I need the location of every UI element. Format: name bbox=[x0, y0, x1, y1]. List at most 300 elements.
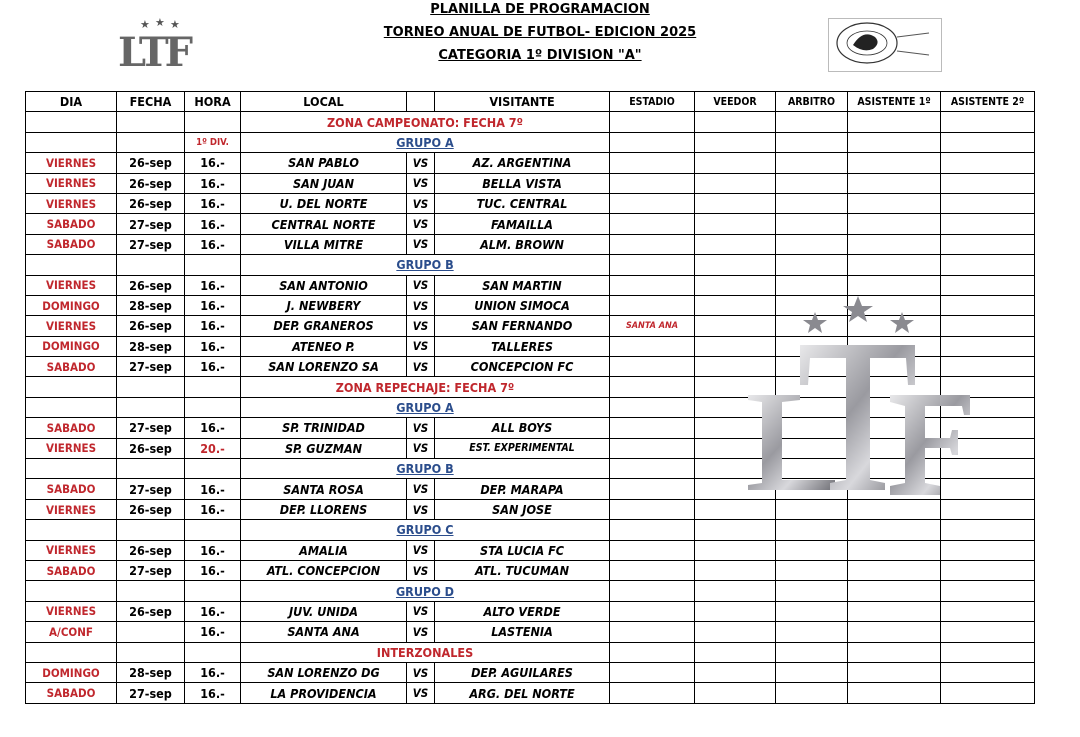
empty-cell bbox=[776, 459, 848, 479]
vs-cell: VS bbox=[407, 560, 435, 580]
arbitro-cell bbox=[776, 275, 848, 295]
day-cell: DOMINGO bbox=[26, 662, 117, 682]
ltf-logo bbox=[110, 14, 230, 74]
date-cell: 26-sep bbox=[117, 438, 185, 458]
vs-cell: VS bbox=[407, 234, 435, 254]
empty-cell bbox=[776, 377, 848, 397]
stadium-cell bbox=[610, 153, 695, 173]
asistente-1-cell bbox=[848, 295, 941, 315]
time-cell: 16.- bbox=[185, 662, 241, 682]
empty-cell bbox=[941, 112, 1035, 132]
column-header-veedor: VEEDOR bbox=[695, 92, 776, 112]
day-cell: VIERNES bbox=[26, 193, 117, 213]
asistente-1-cell bbox=[848, 438, 941, 458]
asistente-2-cell bbox=[941, 316, 1035, 336]
home-team-cell: J. NEWBERY bbox=[241, 295, 407, 315]
match-row bbox=[26, 418, 1035, 438]
division-cell: 1º DIV. bbox=[185, 132, 241, 152]
away-team-cell: STA LUCIA FC bbox=[435, 540, 610, 560]
empty-cell bbox=[695, 459, 776, 479]
empty-cell bbox=[848, 112, 941, 132]
empty-cell bbox=[610, 112, 695, 132]
stadium-cell bbox=[610, 214, 695, 234]
time-cell: 16.- bbox=[185, 214, 241, 234]
time-cell: 16.- bbox=[185, 357, 241, 377]
asistente-2-cell bbox=[941, 214, 1035, 234]
empty-cell bbox=[117, 255, 185, 275]
vs-cell: VS bbox=[407, 295, 435, 315]
day-cell: SABADO bbox=[26, 560, 117, 580]
asistente-1-cell bbox=[848, 560, 941, 580]
veedor-cell bbox=[695, 275, 776, 295]
empty-cell bbox=[848, 581, 941, 601]
svg-text:★: ★ bbox=[155, 16, 165, 29]
match-row bbox=[26, 295, 1035, 315]
asistente-2-cell bbox=[941, 601, 1035, 621]
home-team-cell: JUV. UNIDA bbox=[241, 601, 407, 621]
stadium-cell bbox=[610, 438, 695, 458]
arbitro-cell bbox=[776, 540, 848, 560]
arbitro-cell bbox=[776, 336, 848, 356]
stadium-cell bbox=[610, 275, 695, 295]
empty-cell bbox=[941, 642, 1035, 662]
empty-cell bbox=[848, 459, 941, 479]
empty-cell bbox=[610, 397, 695, 417]
section-row bbox=[26, 642, 1035, 662]
empty-cell bbox=[776, 397, 848, 417]
date-cell: 26-sep bbox=[117, 601, 185, 621]
match-row bbox=[26, 479, 1035, 499]
day-cell: SABADO bbox=[26, 683, 117, 703]
stadium-cell bbox=[610, 540, 695, 560]
asistente-2-cell bbox=[941, 234, 1035, 254]
document-title: PLANILLA DE PROGRAMACION bbox=[430, 2, 650, 17]
column-header-dia: DIA bbox=[26, 92, 117, 112]
group-title: GRUPO A bbox=[241, 132, 610, 152]
away-team-cell: SAN FERNANDO bbox=[435, 316, 610, 336]
column-header-estadio: ESTADIO bbox=[610, 92, 695, 112]
date-cell: 28-sep bbox=[117, 662, 185, 682]
empty-cell bbox=[117, 112, 185, 132]
asistente-1-cell bbox=[848, 479, 941, 499]
asistente-1-cell bbox=[848, 234, 941, 254]
category-name: CATEGORIA 1º DIVISION "A" bbox=[438, 48, 642, 63]
group-title: GRUPO C bbox=[241, 520, 610, 540]
column-header-local: LOCAL bbox=[241, 92, 407, 112]
empty-cell bbox=[185, 112, 241, 132]
match-row bbox=[26, 275, 1035, 295]
group-title: GRUPO D bbox=[241, 581, 610, 601]
empty-cell bbox=[848, 520, 941, 540]
veedor-cell bbox=[695, 479, 776, 499]
empty-cell bbox=[26, 255, 117, 275]
division-cell bbox=[185, 581, 241, 601]
empty-cell bbox=[776, 255, 848, 275]
column-header-asistente-1: ASISTENTE 1º bbox=[848, 92, 941, 112]
asistente-1-cell bbox=[848, 153, 941, 173]
empty-cell bbox=[26, 520, 117, 540]
asistente-1-cell bbox=[848, 662, 941, 682]
empty-cell bbox=[695, 112, 776, 132]
veedor-cell bbox=[695, 418, 776, 438]
stadium-cell bbox=[610, 357, 695, 377]
empty-cell bbox=[695, 255, 776, 275]
empty-cell bbox=[776, 642, 848, 662]
away-team-cell: ATL. TUCUMAN bbox=[435, 560, 610, 580]
empty-cell bbox=[848, 132, 941, 152]
asistente-1-cell bbox=[848, 622, 941, 642]
arbitro-cell bbox=[776, 560, 848, 580]
away-team-cell: DEP. MARAPA bbox=[435, 479, 610, 499]
asistente-2-cell bbox=[941, 153, 1035, 173]
time-cell: 16.- bbox=[185, 193, 241, 213]
asistente-1-cell bbox=[848, 336, 941, 356]
empty-cell bbox=[610, 642, 695, 662]
match-row bbox=[26, 662, 1035, 682]
stadium-cell bbox=[610, 479, 695, 499]
vs-cell: VS bbox=[407, 214, 435, 234]
veedor-cell bbox=[695, 234, 776, 254]
day-cell: VIERNES bbox=[26, 499, 117, 519]
date-cell: 27-sep bbox=[117, 357, 185, 377]
empty-cell bbox=[117, 377, 185, 397]
match-row bbox=[26, 357, 1035, 377]
home-team-cell: ATENEO P. bbox=[241, 336, 407, 356]
away-team-cell: FAMAILLA bbox=[435, 214, 610, 234]
stadium-cell bbox=[610, 601, 695, 621]
time-cell: 16.- bbox=[185, 683, 241, 703]
asistente-1-cell bbox=[848, 683, 941, 703]
arbitro-cell bbox=[776, 173, 848, 193]
home-team-cell: SP. TRINIDAD bbox=[241, 418, 407, 438]
document-header bbox=[0, 0, 1080, 90]
empty-cell bbox=[26, 377, 117, 397]
date-cell bbox=[117, 622, 185, 642]
away-team-cell: SAN JOSE bbox=[435, 499, 610, 519]
federation-seal-logo bbox=[828, 18, 942, 72]
group-row bbox=[26, 132, 1035, 152]
group-row bbox=[26, 255, 1035, 275]
veedor-cell bbox=[695, 295, 776, 315]
home-team-cell: SANTA ROSA bbox=[241, 479, 407, 499]
stadium-cell bbox=[610, 295, 695, 315]
date-cell: 27-sep bbox=[117, 418, 185, 438]
date-cell: 27-sep bbox=[117, 560, 185, 580]
match-row bbox=[26, 601, 1035, 621]
vs-cell: VS bbox=[407, 540, 435, 560]
svg-text:★: ★ bbox=[170, 18, 180, 31]
vs-cell: VS bbox=[407, 662, 435, 682]
day-cell: SABADO bbox=[26, 234, 117, 254]
time-cell: 16.- bbox=[185, 540, 241, 560]
away-team-cell: ALTO VERDE bbox=[435, 601, 610, 621]
away-team-cell: ARG. DEL NORTE bbox=[435, 683, 610, 703]
stadium-cell bbox=[610, 234, 695, 254]
vs-cell: VS bbox=[407, 193, 435, 213]
arbitro-cell bbox=[776, 418, 848, 438]
match-row bbox=[26, 622, 1035, 642]
stadium-cell bbox=[610, 560, 695, 580]
arbitro-cell bbox=[776, 357, 848, 377]
arbitro-cell bbox=[776, 438, 848, 458]
stadium-cell bbox=[610, 499, 695, 519]
day-cell: SABADO bbox=[26, 479, 117, 499]
veedor-cell bbox=[695, 153, 776, 173]
home-team-cell: DEP. GRANEROS bbox=[241, 316, 407, 336]
vs-cell: VS bbox=[407, 479, 435, 499]
empty-cell bbox=[695, 581, 776, 601]
division-cell bbox=[185, 255, 241, 275]
asistente-2-cell bbox=[941, 418, 1035, 438]
group-title: GRUPO B bbox=[241, 255, 610, 275]
time-cell: 16.- bbox=[185, 275, 241, 295]
empty-cell bbox=[610, 377, 695, 397]
stadium-cell bbox=[610, 173, 695, 193]
date-cell: 28-sep bbox=[117, 295, 185, 315]
vs-cell: VS bbox=[407, 357, 435, 377]
empty-cell bbox=[610, 520, 695, 540]
time-cell: 16.- bbox=[185, 316, 241, 336]
empty-cell bbox=[941, 520, 1035, 540]
empty-cell bbox=[185, 377, 241, 397]
vs-cell: VS bbox=[407, 336, 435, 356]
asistente-1-cell bbox=[848, 357, 941, 377]
vs-cell: VS bbox=[407, 622, 435, 642]
group-row bbox=[26, 459, 1035, 479]
empty-cell bbox=[610, 581, 695, 601]
day-cell: VIERNES bbox=[26, 601, 117, 621]
match-row bbox=[26, 193, 1035, 213]
date-cell: 27-sep bbox=[117, 214, 185, 234]
arbitro-cell bbox=[776, 316, 848, 336]
arbitro-cell bbox=[776, 601, 848, 621]
away-team-cell: TALLERES bbox=[435, 336, 610, 356]
asistente-2-cell bbox=[941, 438, 1035, 458]
empty-cell bbox=[941, 459, 1035, 479]
stadium-cell bbox=[610, 418, 695, 438]
day-cell: VIERNES bbox=[26, 275, 117, 295]
column-header-asistente-2: ASISTENTE 2º bbox=[941, 92, 1035, 112]
asistente-2-cell bbox=[941, 499, 1035, 519]
arbitro-cell bbox=[776, 683, 848, 703]
section-title: ZONA CAMPEONATO: FECHA 7º bbox=[241, 112, 610, 132]
time-cell: 16.- bbox=[185, 601, 241, 621]
column-header-vs bbox=[407, 92, 435, 112]
empty-cell bbox=[848, 642, 941, 662]
asistente-2-cell bbox=[941, 540, 1035, 560]
section-title: INTERZONALES bbox=[241, 642, 610, 662]
home-team-cell: LA PROVIDENCIA bbox=[241, 683, 407, 703]
empty-cell bbox=[117, 581, 185, 601]
time-cell: 16.- bbox=[185, 622, 241, 642]
veedor-cell bbox=[695, 316, 776, 336]
empty-cell bbox=[185, 642, 241, 662]
date-cell: 26-sep bbox=[117, 173, 185, 193]
asistente-2-cell bbox=[941, 336, 1035, 356]
match-row bbox=[26, 316, 1035, 336]
day-cell: DOMINGO bbox=[26, 336, 117, 356]
date-cell: 27-sep bbox=[117, 479, 185, 499]
asistente-2-cell bbox=[941, 479, 1035, 499]
empty-cell bbox=[26, 642, 117, 662]
away-team-cell: ALM. BROWN bbox=[435, 234, 610, 254]
section-row bbox=[26, 112, 1035, 132]
division-cell bbox=[185, 459, 241, 479]
division-cell bbox=[185, 397, 241, 417]
empty-cell bbox=[26, 581, 117, 601]
date-cell: 28-sep bbox=[117, 336, 185, 356]
match-row bbox=[26, 683, 1035, 703]
empty-cell bbox=[848, 377, 941, 397]
empty-cell bbox=[695, 520, 776, 540]
empty-cell bbox=[848, 397, 941, 417]
veedor-cell bbox=[695, 662, 776, 682]
asistente-2-cell bbox=[941, 662, 1035, 682]
match-row bbox=[26, 336, 1035, 356]
date-cell: 27-sep bbox=[117, 683, 185, 703]
home-team-cell: SAN LORENZO DG bbox=[241, 662, 407, 682]
match-row bbox=[26, 214, 1035, 234]
home-team-cell: SANTA ANA bbox=[241, 622, 407, 642]
day-cell: DOMINGO bbox=[26, 295, 117, 315]
date-cell: 26-sep bbox=[117, 153, 185, 173]
empty-cell bbox=[26, 112, 117, 132]
asistente-2-cell bbox=[941, 275, 1035, 295]
empty-cell bbox=[26, 132, 117, 152]
asistente-1-cell bbox=[848, 540, 941, 560]
away-team-cell: ALL BOYS bbox=[435, 418, 610, 438]
asistente-1-cell bbox=[848, 275, 941, 295]
veedor-cell bbox=[695, 560, 776, 580]
empty-cell bbox=[117, 132, 185, 152]
group-row bbox=[26, 520, 1035, 540]
veedor-cell bbox=[695, 601, 776, 621]
empty-cell bbox=[117, 642, 185, 662]
day-cell: A/CONF bbox=[26, 622, 117, 642]
arbitro-cell bbox=[776, 295, 848, 315]
date-cell: 26-sep bbox=[117, 316, 185, 336]
match-row bbox=[26, 438, 1035, 458]
vs-cell: VS bbox=[407, 153, 435, 173]
veedor-cell bbox=[695, 499, 776, 519]
empty-cell bbox=[776, 132, 848, 152]
match-row bbox=[26, 153, 1035, 173]
home-team-cell: CENTRAL NORTE bbox=[241, 214, 407, 234]
date-cell: 26-sep bbox=[117, 540, 185, 560]
arbitro-cell bbox=[776, 153, 848, 173]
stadium-cell bbox=[610, 336, 695, 356]
day-cell: VIERNES bbox=[26, 153, 117, 173]
day-cell: VIERNES bbox=[26, 173, 117, 193]
column-header-arbitro: ARBITRO bbox=[776, 92, 848, 112]
asistente-2-cell bbox=[941, 560, 1035, 580]
time-cell: 16.- bbox=[185, 173, 241, 193]
vs-cell: VS bbox=[407, 683, 435, 703]
vs-cell: VS bbox=[407, 601, 435, 621]
vs-cell: VS bbox=[407, 438, 435, 458]
empty-cell bbox=[695, 397, 776, 417]
arbitro-cell bbox=[776, 193, 848, 213]
empty-cell bbox=[695, 642, 776, 662]
empty-cell bbox=[610, 255, 695, 275]
home-team-cell: ATL. CONCEPCION bbox=[241, 560, 407, 580]
empty-cell bbox=[117, 459, 185, 479]
veedor-cell bbox=[695, 622, 776, 642]
away-team-cell: LASTENIA bbox=[435, 622, 610, 642]
group-row bbox=[26, 581, 1035, 601]
home-team-cell: SAN LORENZO SA bbox=[241, 357, 407, 377]
vs-cell: VS bbox=[407, 499, 435, 519]
day-cell: SABADO bbox=[26, 418, 117, 438]
vs-cell: VS bbox=[407, 316, 435, 336]
time-cell: 16.- bbox=[185, 234, 241, 254]
asistente-1-cell bbox=[848, 193, 941, 213]
veedor-cell bbox=[695, 214, 776, 234]
asistente-1-cell bbox=[848, 316, 941, 336]
empty-cell bbox=[26, 459, 117, 479]
asistente-1-cell bbox=[848, 601, 941, 621]
time-cell: 16.- bbox=[185, 560, 241, 580]
empty-cell bbox=[776, 520, 848, 540]
home-team-cell: AMALIA bbox=[241, 540, 407, 560]
day-cell: SABADO bbox=[26, 357, 117, 377]
empty-cell bbox=[695, 377, 776, 397]
date-cell: 27-sep bbox=[117, 234, 185, 254]
asistente-2-cell bbox=[941, 173, 1035, 193]
match-row bbox=[26, 234, 1035, 254]
day-cell: SABADO bbox=[26, 214, 117, 234]
time-cell: 16.- bbox=[185, 479, 241, 499]
vs-cell: VS bbox=[407, 418, 435, 438]
away-team-cell: CONCEPCION FC bbox=[435, 357, 610, 377]
match-row bbox=[26, 540, 1035, 560]
asistente-2-cell bbox=[941, 683, 1035, 703]
away-team-cell: AZ. ARGENTINA bbox=[435, 153, 610, 173]
date-cell: 26-sep bbox=[117, 499, 185, 519]
division-cell bbox=[185, 520, 241, 540]
asistente-2-cell bbox=[941, 357, 1035, 377]
schedule-body bbox=[26, 112, 1035, 703]
empty-cell bbox=[610, 459, 695, 479]
match-row bbox=[26, 173, 1035, 193]
match-row bbox=[26, 560, 1035, 580]
empty-cell bbox=[941, 132, 1035, 152]
svg-text:★: ★ bbox=[140, 18, 150, 31]
empty-cell bbox=[117, 520, 185, 540]
empty-cell bbox=[695, 132, 776, 152]
away-team-cell: UNION SIMOCA bbox=[435, 295, 610, 315]
home-team-cell: SAN JUAN bbox=[241, 173, 407, 193]
home-team-cell: SAN ANTONIO bbox=[241, 275, 407, 295]
asistente-1-cell bbox=[848, 418, 941, 438]
asistente-1-cell bbox=[848, 214, 941, 234]
empty-cell bbox=[941, 581, 1035, 601]
group-title: GRUPO B bbox=[241, 459, 610, 479]
vs-cell: VS bbox=[407, 275, 435, 295]
time-cell: 16.- bbox=[185, 336, 241, 356]
column-header-visitante: VISITANTE bbox=[435, 92, 610, 112]
veedor-cell bbox=[695, 357, 776, 377]
arbitro-cell bbox=[776, 499, 848, 519]
home-team-cell: U. DEL NORTE bbox=[241, 193, 407, 213]
column-header-fecha: FECHA bbox=[117, 92, 185, 112]
away-team-cell: SAN MARTIN bbox=[435, 275, 610, 295]
home-team-cell: VILLA MITRE bbox=[241, 234, 407, 254]
tournament-name: TORNEO ANUAL DE FUTBOL- EDICION 2025 bbox=[383, 25, 697, 40]
away-team-cell: EST. EXPERIMENTAL bbox=[435, 438, 610, 458]
stadium-cell bbox=[610, 683, 695, 703]
arbitro-cell bbox=[776, 662, 848, 682]
